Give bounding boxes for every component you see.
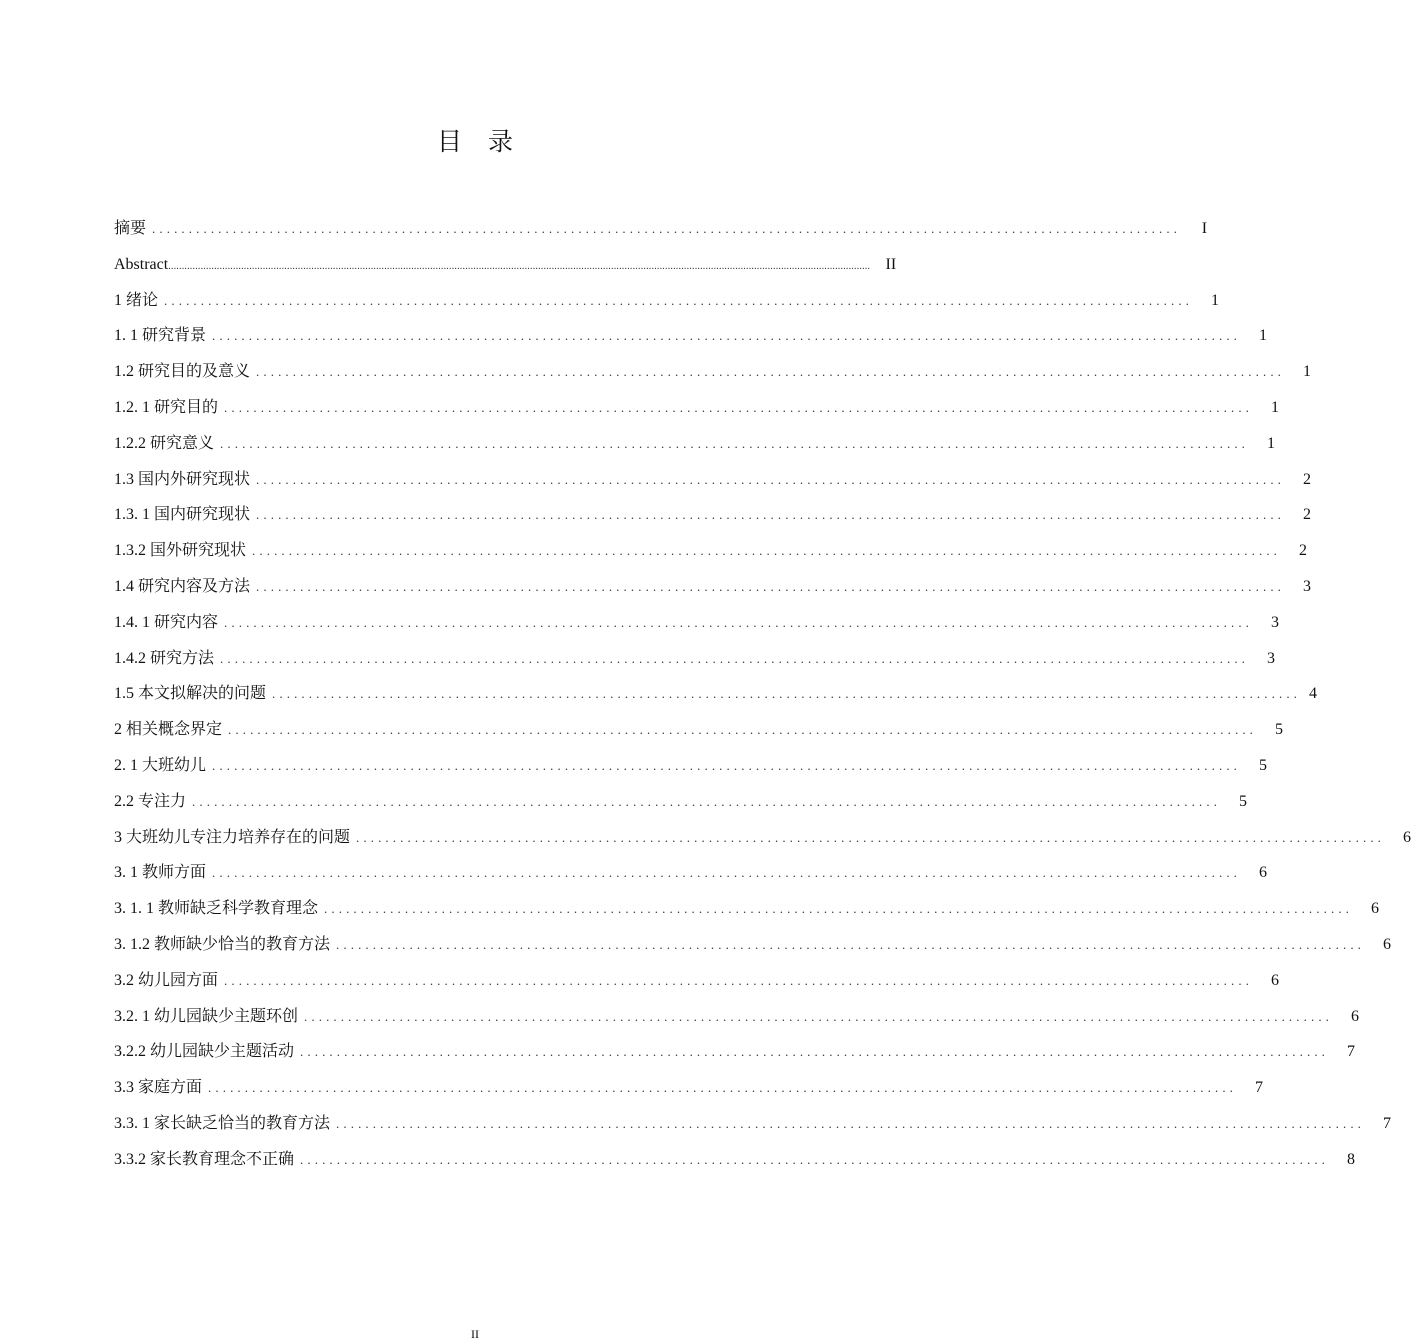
toc-entry[interactable] bbox=[114, 820, 1411, 856]
toc-entry[interactable] bbox=[114, 462, 1312, 498]
toc-entry-label: 3.3. 1 家长缺乏恰当的教育方法 bbox=[114, 1114, 331, 1132]
toc-dot-leader: ............................................................................................................................................ bbox=[224, 972, 1254, 988]
toc-entry-label: 1 绪论 bbox=[114, 291, 159, 309]
toc-entry-page: 8 bbox=[1347, 1150, 1356, 1168]
toc-entry[interactable] bbox=[114, 891, 1380, 927]
toc-dot-leader: ............................................................................................................................................ bbox=[212, 865, 1242, 881]
toc-entry-label: 3.3 家庭方面 bbox=[114, 1079, 203, 1097]
toc-dot-leader: ............................................................................................................................................ bbox=[228, 722, 1258, 738]
toc-entry[interactable] bbox=[114, 748, 1268, 784]
toc-dot-leader: ............................................................................................................................................ bbox=[300, 1044, 1330, 1060]
toc-dot-leader: ............................................................................................................................................ bbox=[356, 829, 1386, 845]
toc-entry[interactable] bbox=[114, 283, 1220, 319]
toc-entry-page: 5 bbox=[1239, 792, 1248, 810]
toc-entry-label: 1.5 本文拟解决的问题 bbox=[114, 685, 267, 703]
toc-entry[interactable] bbox=[114, 247, 897, 283]
toc-entry[interactable] bbox=[114, 1142, 1356, 1178]
toc-dot-leader: ............................................................................................................................................ bbox=[272, 686, 1302, 702]
toc-entry-label: 1. 1 研究背景 bbox=[114, 327, 207, 345]
toc-entry-page: 5 bbox=[1259, 756, 1268, 774]
toc-dot-leader: ............................................................................................................................................ bbox=[224, 399, 1254, 415]
toc-entry-label: 2 相关概念界定 bbox=[114, 721, 223, 739]
toc-entry-page: 2 bbox=[1303, 470, 1312, 488]
toc-entry[interactable] bbox=[114, 855, 1268, 891]
toc-entry-page: 1 bbox=[1267, 434, 1276, 452]
toc-entry-label: 3.2.2 幼儿园缺少主题活动 bbox=[114, 1043, 295, 1061]
toc-entry-page: 3 bbox=[1271, 613, 1280, 631]
page-number-footer: II bbox=[471, 1327, 479, 1341]
title-part-2: 录 bbox=[488, 127, 514, 156]
toc-entry[interactable] bbox=[114, 927, 1392, 963]
toc-entry[interactable] bbox=[114, 676, 1318, 712]
toc-entry-page: 3 bbox=[1267, 649, 1276, 667]
toc-entry-label: 3.2 幼儿园方面 bbox=[114, 971, 219, 989]
toc-entry-page: 2 bbox=[1299, 542, 1308, 560]
toc-entry-page: 4 bbox=[1309, 685, 1318, 703]
toc-dot-leader: ............................................................................................................................................ bbox=[192, 793, 1222, 809]
toc-entry-label: 3. 1 教师方面 bbox=[114, 864, 207, 882]
toc-entry-label: 摘要 bbox=[114, 220, 147, 237]
toc-entry[interactable] bbox=[114, 1034, 1356, 1070]
toc-entry[interactable] bbox=[114, 1070, 1264, 1106]
toc-entry-page: 1 bbox=[1271, 398, 1280, 416]
toc-dot-leader: ............................................................................................................................................ bbox=[256, 507, 1286, 523]
toc-entry-page: 7 bbox=[1347, 1043, 1356, 1061]
toc-dot-leader: ............................................................................................................................................ bbox=[256, 364, 1286, 380]
toc-dot-leader: ............................................................................................................................................ bbox=[252, 543, 1282, 559]
toc-entry-page: 6 bbox=[1351, 1007, 1360, 1025]
toc-entry-label: 1.4.2 研究方法 bbox=[114, 649, 215, 667]
toc-entry-page: II bbox=[885, 255, 897, 273]
toc-entry[interactable] bbox=[114, 605, 1280, 641]
toc-entry[interactable] bbox=[114, 533, 1308, 569]
toc-entry-page: 3 bbox=[1303, 577, 1312, 595]
toc-entry-page: 2 bbox=[1303, 506, 1312, 524]
toc-entry-page: 6 bbox=[1259, 864, 1268, 882]
toc-entry-label: 2.2 专注力 bbox=[114, 792, 187, 810]
page-title bbox=[0, 122, 950, 158]
toc-dot-leader: ............................................................................................................................................ bbox=[256, 578, 1286, 594]
toc-entry-label: 1.3. 1 国内研究现状 bbox=[114, 506, 251, 524]
toc-entry[interactable] bbox=[114, 426, 1276, 462]
title-part-1: 目 bbox=[436, 127, 462, 156]
toc-dot-leader: .................................................................................................................................................................................................................................................................... bbox=[168, 260, 871, 272]
toc-entry-label: 1.2 研究目的及意义 bbox=[114, 363, 251, 381]
toc-dot-leader: ............................................................................................................................................ bbox=[304, 1008, 1334, 1024]
toc-entry[interactable] bbox=[114, 569, 1312, 605]
toc-entry-page: 5 bbox=[1275, 721, 1284, 739]
toc-entry-page: 7 bbox=[1383, 1114, 1392, 1132]
toc-entry-label: 3.3.2 家长教育理念不正确 bbox=[114, 1150, 295, 1168]
toc-entry-page: 1 bbox=[1211, 291, 1220, 309]
toc-entry-label: 1.2. 1 研究目的 bbox=[114, 398, 219, 416]
toc-entry-page: 1 bbox=[1303, 363, 1312, 381]
toc-entry[interactable] bbox=[114, 712, 1284, 748]
toc-dot-leader: ............................................................................................................................................ bbox=[224, 614, 1254, 630]
toc-entry[interactable] bbox=[114, 497, 1312, 533]
toc-entry-page: 6 bbox=[1383, 935, 1392, 953]
toc-entry[interactable] bbox=[114, 784, 1248, 820]
toc-entry[interactable] bbox=[114, 390, 1280, 426]
toc-entry-label: 3.2. 1 幼儿园缺少主题环创 bbox=[114, 1007, 299, 1025]
toc-entry[interactable] bbox=[114, 318, 1268, 354]
toc-entry-label: 3 大班幼儿专注力培养存在的问题 bbox=[114, 828, 351, 846]
toc-dot-leader: ............................................................................................................................................ bbox=[212, 757, 1242, 773]
toc-dot-leader: ............................................................................................................................................ bbox=[220, 650, 1250, 666]
toc-entry-label: 1.3.2 国外研究现状 bbox=[114, 542, 247, 560]
toc-dot-leader: ............................................................................................................................................ bbox=[336, 1115, 1366, 1131]
toc-entry[interactable] bbox=[114, 1106, 1392, 1142]
toc-dot-leader: ............................................................................................................................................ bbox=[256, 471, 1286, 487]
toc-entry-label: 1.4 研究内容及方法 bbox=[114, 577, 251, 595]
toc-entry[interactable] bbox=[114, 354, 1312, 390]
toc-entry-page: I bbox=[1201, 220, 1208, 237]
toc-entry[interactable] bbox=[114, 211, 1208, 247]
toc-entry-label: 1.2.2 研究意义 bbox=[114, 434, 215, 452]
toc-dot-leader: ............................................................................................................................................ bbox=[208, 1080, 1238, 1096]
toc-entry-label: 1.4. 1 研究内容 bbox=[114, 613, 219, 631]
toc-entry-page: 7 bbox=[1255, 1079, 1264, 1097]
table-of-contents bbox=[114, 211, 1411, 1178]
toc-entry-label: 3. 1.2 教师缺少恰当的教育方法 bbox=[114, 935, 331, 953]
toc-entry-label: Abstract bbox=[114, 255, 169, 273]
toc-dot-leader: ............................................................................................................................................ bbox=[212, 328, 1242, 344]
toc-entry-page: 6 bbox=[1371, 900, 1380, 918]
toc-dot-leader: ............................................................................................................................................ bbox=[336, 936, 1366, 952]
toc-dot-leader: ............................................................................................................................................ bbox=[300, 1151, 1330, 1167]
toc-entry[interactable] bbox=[114, 641, 1276, 677]
toc-dot-leader: ............................................................................................................................................ bbox=[324, 901, 1354, 917]
toc-entry[interactable] bbox=[114, 963, 1280, 999]
toc-entry-page: 6 bbox=[1403, 828, 1411, 846]
toc-entry[interactable] bbox=[114, 999, 1360, 1035]
toc-entry-label: 3. 1. 1 教师缺乏科学教育理念 bbox=[114, 900, 319, 918]
toc-entry-label: 2. 1 大班幼儿 bbox=[114, 756, 207, 774]
toc-dot-leader: ............................................................................................................................................ bbox=[164, 292, 1194, 308]
toc-dot-leader: ............................................................................................................................................ bbox=[152, 221, 1182, 236]
toc-entry-page: 1 bbox=[1259, 327, 1268, 345]
toc-entry-label: 1.3 国内外研究现状 bbox=[114, 470, 251, 488]
toc-dot-leader: ............................................................................................................................................ bbox=[220, 435, 1250, 451]
toc-entry-page: 6 bbox=[1271, 971, 1280, 989]
